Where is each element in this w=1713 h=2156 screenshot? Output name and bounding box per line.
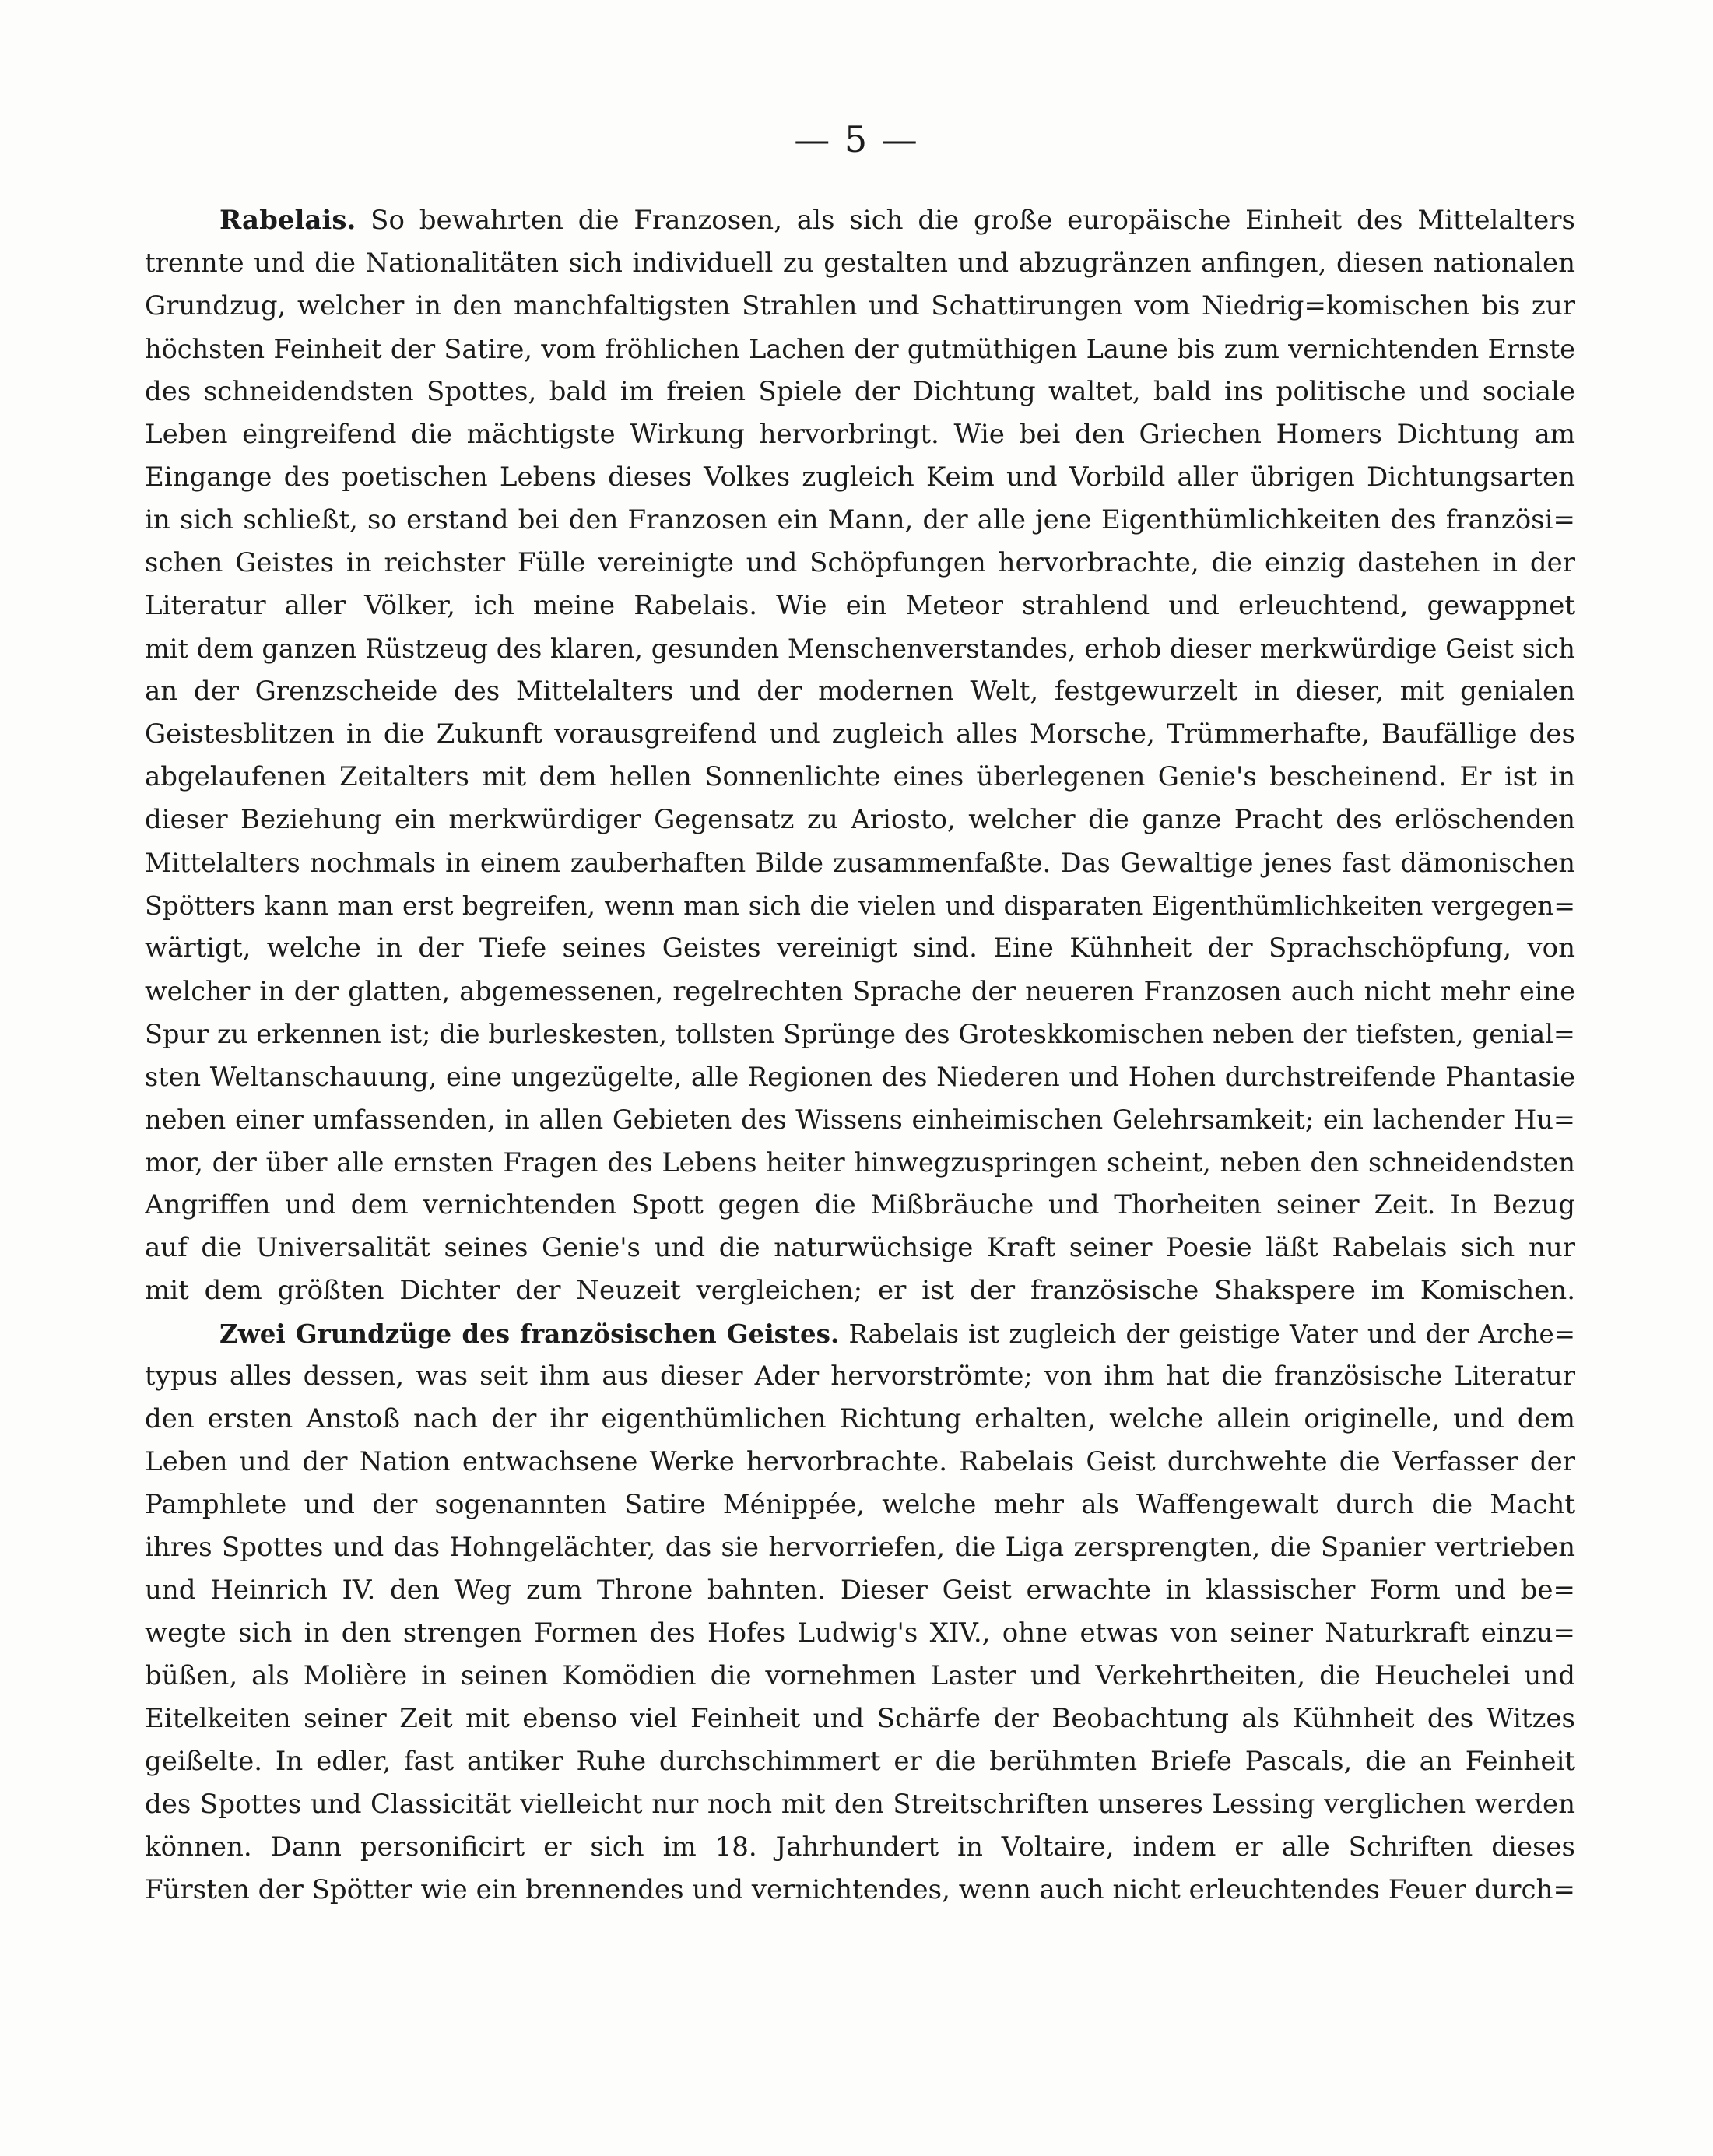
text-line: schen Geistes in reichster Fülle vereinigte und Schöpfungen hervorbrachte, die einzig dastehen in der — [145, 547, 1575, 578]
text-line: können. Dann personificirt er sich im 18. Jahrhundert in Voltaire, indem er alle Schriften dieses — [145, 1831, 1575, 1863]
text-line: des schneidendsten Spottes, bald im freien Spiele der Dichtung waltet, bald ins politische und sociale — [145, 376, 1575, 407]
line-text: So bewahrten die Franzosen, als sich die große europäische Einheit des Mittelalters — [370, 205, 1575, 236]
text-line: trennte und die Nationalitäten sich individuell zu gestalten und abzugränzen anfingen, diesen nationalen — [145, 248, 1575, 279]
text-line: Leben und der Nation entwachsene Werke hervorbrachte. Rabelais Geist durchwehte die Verfasser der — [145, 1446, 1575, 1477]
text-line: Leben eingreifend die mächtigste Wirkung hervorbringt. Wie bei den Griechen Homers Dichtung am — [145, 419, 1575, 450]
text-line: mit dem größten Dichter der Neuzeit vergleichen; er ist der französische Shakspere im Komischen. — [145, 1275, 1575, 1306]
text-line: Literatur aller Völker, ich meine Rabelais. Wie ein Meteor strahlend und erleuchtend, gewappnet — [145, 590, 1575, 621]
text-line: in sich schließt, so erstand bei den Franzosen ein Mann, der alle jene Eigenthümlichkeiten des französi= — [145, 504, 1575, 535]
text-line: sten Weltanschauung, eine ungezügelte, alle Regionen des Niederen und Hohen durchstreifende Phantasie — [145, 1062, 1575, 1092]
text-line: den ersten Anstoß nach der ihr eigenthümlichen Richtung erhalten, welche allein originelle, und dem — [145, 1403, 1575, 1434]
text-line: Angriffen und dem vernichtenden Spott gegen die Mißbräuche und Thorheiten seiner Zeit. In Bezug — [145, 1189, 1575, 1220]
text-line: Spötters kann man erst begreifen, wenn man sich die vielen und disparaten Eigenthümlichkeiten vergegen= — [145, 890, 1575, 921]
text-line — [145, 199, 1575, 242]
text-line: mit dem ganzen Rüstzeug des klaren, gesunden Menschenverstandes, erhob dieser merkwürdige Geist sich — [145, 634, 1575, 664]
section-heading-grundzuege: Zwei Grundzüge des französischen Geistes. — [219, 1319, 840, 1349]
section-heading-rabelais: Rabelais. — [219, 205, 356, 236]
text-line — [145, 1312, 1575, 1355]
text-line: und Heinrich IV. den Weg zum Throne bahnten. Dieser Geist erwachte in klassischer Form und be= — [145, 1575, 1575, 1606]
text-line: an der Grenzscheide des Mittelalters und der modernen Welt, festgewurzelt in dieser, mit genialen — [145, 676, 1575, 707]
text-line: Eitelkeiten seiner Zeit mit ebenso viel Feinheit und Schärfe der Beobachtung als Kühnheit des Witzes — [145, 1703, 1575, 1734]
text-line: abgelaufenen Zeitalters mit dem hellen Sonnenlichte eines überlegenen Genie's bescheinend. Er ist in — [145, 761, 1575, 792]
text-line: Fürsten der Spötter wie ein brennendes und vernichtendes, wenn auch nicht erleuchtendes Feuer durch= — [145, 1874, 1575, 1905]
text-line: büßen, als Molière in seinen Komödien die vornehmen Laster und Verkehrtheiten, die Heuchelei und — [145, 1660, 1575, 1691]
text-line: auf die Universalität seines Genie's und die naturwüchsige Kraft seiner Poesie läßt Rabelais sich nur — [145, 1232, 1575, 1263]
text-line: Geistesblitzen in die Zukunft vorausgreifend und zugleich alles Morsche, Trümmerhafte, Baufällige des — [145, 718, 1575, 750]
line-text: Rabelais ist zugleich der geistige Vater und der Arche= — [848, 1319, 1575, 1349]
text-line: welcher in der glatten, abgemessenen, regelrechten Sprache der neueren Franzosen auch nicht mehr eine — [145, 976, 1575, 1006]
text-line: typus alles dessen, was seit ihm aus dieser Ader hervorströmte; von ihm hat die französische Literatur — [145, 1361, 1575, 1392]
text-line: mor, der über alle ernsten Fragen des Lebens heiter hinwegzuspringen scheint, neben den schneidendsten — [145, 1147, 1575, 1178]
text-line: ihres Spottes und das Hohngelächter, das sie hervorriefen, die Liga zersprengten, die Spanier vertrieben — [145, 1532, 1575, 1563]
text-line: Mittelalters nochmals in einem zauberhaften Bilde zusammenfaßte. Das Gewaltige jenes fast dämonischen — [145, 848, 1575, 878]
text-line: Spur zu erkennen ist; die burleskesten, tollsten Sprünge des Groteskkomischen neben der tiefsten, genial= — [145, 1019, 1575, 1049]
text-line: wegte sich in den strengen Formen des Hofes Ludwig's XIV., ohne etwas von seiner Naturkraft einzu= — [145, 1617, 1575, 1649]
text-line: Grundzug, welcher in den manchfaltigsten Strahlen und Schattirungen vom Niedrig=komischen bis zur — [145, 290, 1575, 321]
text-line: Pamphlete und der sogenannten Satire Ménippée, welche mehr als Waffengewalt durch die Macht — [145, 1489, 1575, 1520]
text-line: geißelte. In edler, fast antiker Ruhe durchschimmert er die berühmten Briefe Pascals, die an Feinheit — [145, 1746, 1575, 1777]
text-line: neben einer umfassenden, in allen Gebieten des Wissens einheimischen Gelehrsamkeit; ein lachender Hu= — [145, 1104, 1575, 1135]
text-line: wärtigt, welche in der Tiefe seines Geistes vereinigt sind. Eine Kühnheit der Sprachschöpfung, von — [145, 932, 1575, 964]
page-number: — 5 — — [794, 118, 919, 160]
text-line: des Spottes und Classicität vielleicht nur noch mit den Streitschriften unseres Lessing verglichen werden — [145, 1789, 1575, 1820]
text-line: Eingange des poetischen Lebens dieses Volkes zugleich Keim und Vorbild aller übrigen Dichtungsarten — [145, 462, 1575, 493]
text-line: höchsten Feinheit der Satire, vom fröhlichen Lachen der gutmüthigen Laune bis zum vernichtenden Ernste — [145, 334, 1575, 364]
body-text — [145, 199, 1575, 1912]
text-line: dieser Beziehung ein merkwürdiger Gegensatz zu Ariosto, welcher die ganze Pracht des erlöschenden — [145, 804, 1575, 835]
